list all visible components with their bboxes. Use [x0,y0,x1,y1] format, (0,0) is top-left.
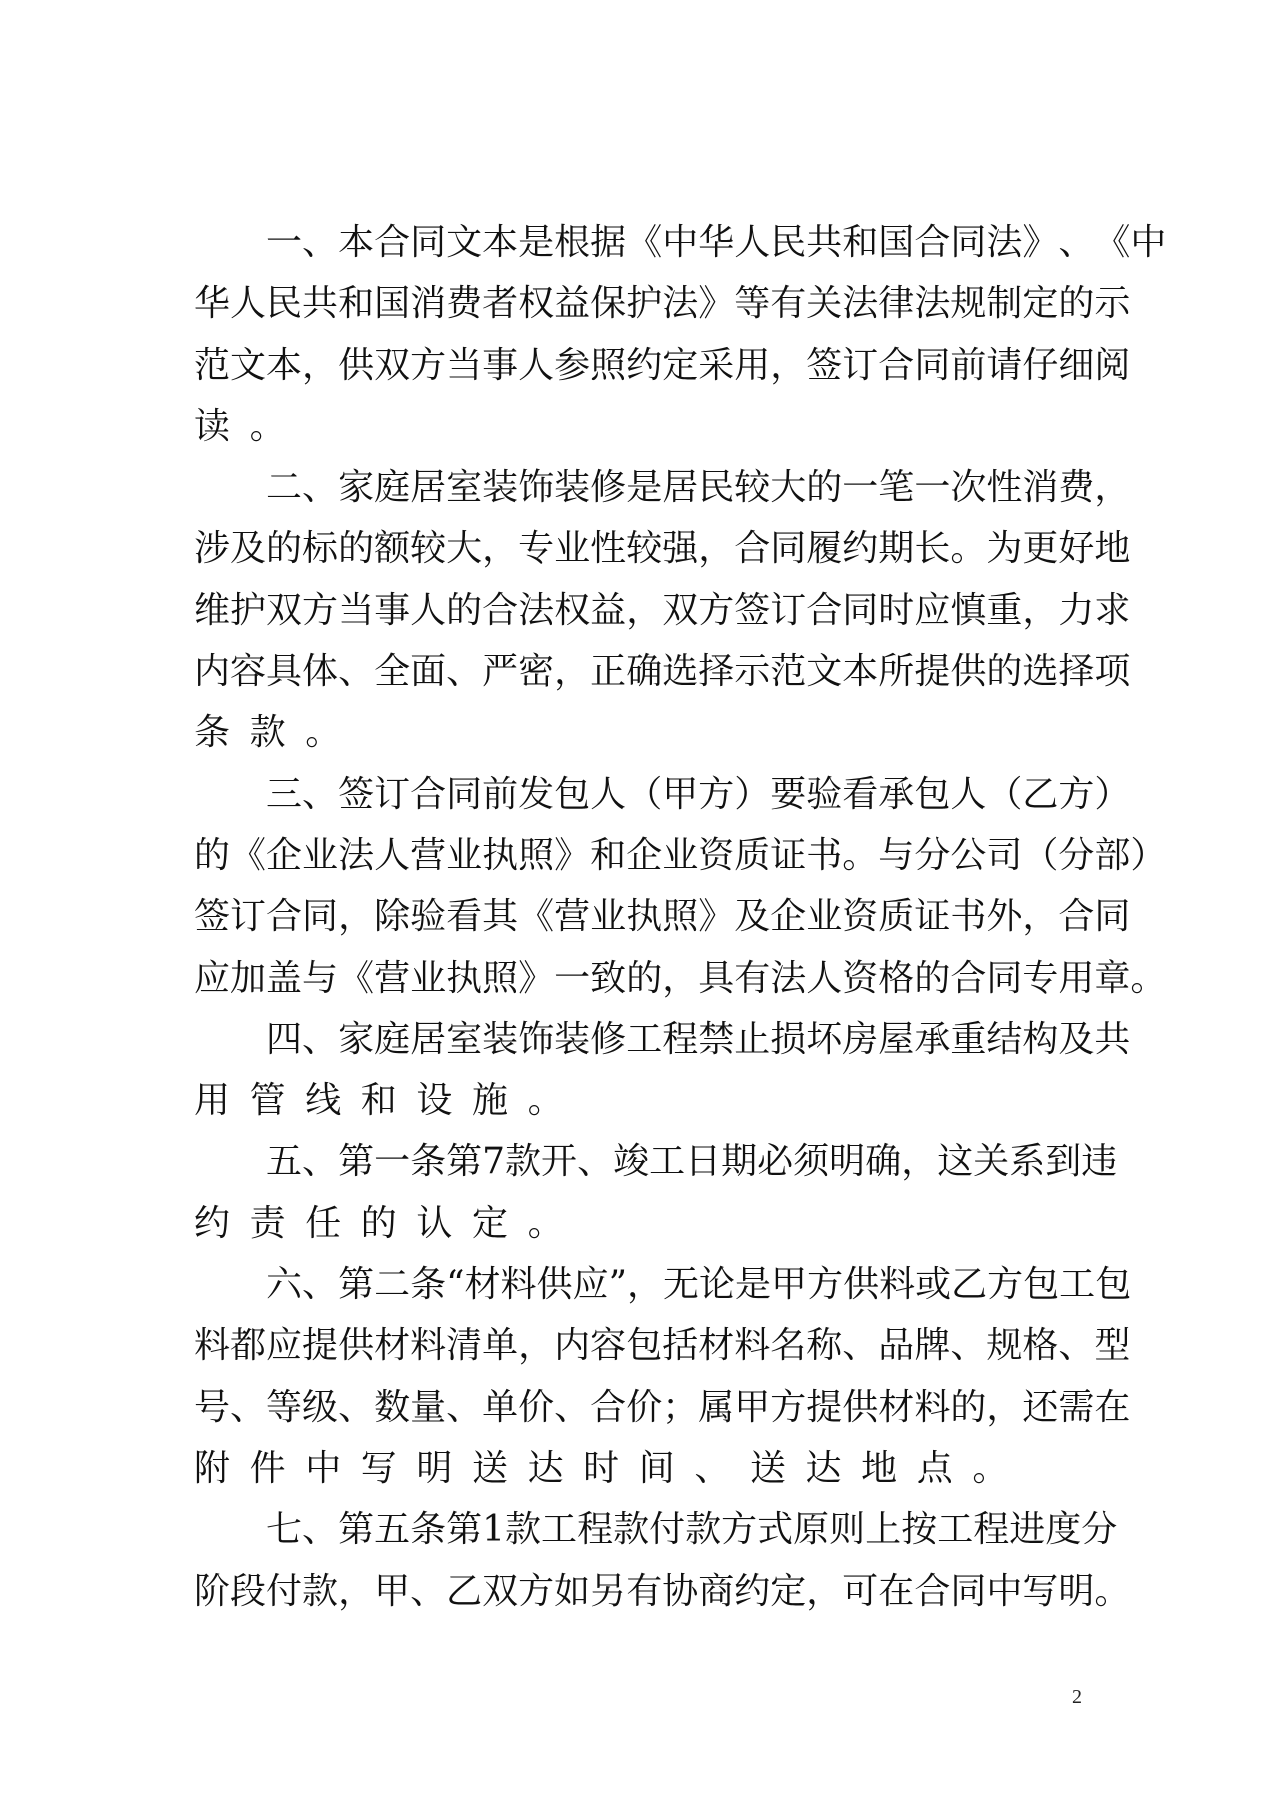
text-line: 七 、 第 五 条 第 1 款 工 程 款 付 款 方 式 原 则 上 按 工 程 进 度 分 [266,1509,1118,1551]
text-line: 内 容 具 体 、 全 面 、 严 密 ， 正 确 选 择 示 范 文 本 所 提 供 的 选 择 项 [194,651,1131,693]
text-line: 应 加 盖 与 《 营 业 执 照 》 一 致 的 ， 具 有 法 人 资 格 的 合 同 专 用 章 。 [194,957,1167,999]
text-line: 签 订 合 同 ， 除 验 看 其 《 营 业 执 照 》 及 企 业 资 质 证 书 外 ， 合 同 [194,896,1131,938]
text-line: 一 、 本 合 同 文 本 是 根 据 《 中 华 人 民 共 和 国 合 同 法 》 、 《 中 [266,222,1167,263]
text-line: 号 、 等 级 、 数 量 、 单 价 、 合 价 ； 属 甲 方 提 供 材 料 的 ， 还 需 在 [194,1386,1131,1428]
paragraph-item-5 [194,1131,1118,1254]
text-line: 涉 及 的 标 的 额 较 大 ， 专 业 性 较 强 ， 合 同 履 约 期 长 。 为 更 好 地 [194,528,1131,570]
page-number: 2 [1072,1686,1082,1708]
text-line: 约 责 任 的 认 定 。 [194,1202,564,1244]
paragraph-item-2 [194,457,1131,763]
paragraph-item-1 [194,212,1167,457]
paragraph-item-7 [194,1499,1131,1622]
text-line: 附 件 中 写 明 送 达 时 间 、 送 达 地 点 。 [194,1447,1009,1489]
text-line: 的 《 企 业 法 人 营 业 执 照 》 和 企 业 资 质 证 书 。 与 分 公 司 （ 分 部 ） [194,834,1167,876]
text-line: 华 人 民 共 和 国 消 费 者 权 益 保 护 法 》 等 有 关 法 律 法 规 制 定 的 示 [194,283,1131,325]
text-line: 用 管 线 和 设 施 。 [194,1080,564,1122]
paragraph-item-4 [194,1009,1131,1132]
text-line: 条 款 。 [194,712,342,754]
text-line: 阶 段 付 款 ， 甲 、 乙 双 方 如 另 有 协 商 约 定 ， 可 在 合 同 中 写 明 。 [194,1570,1131,1612]
text-line: 六 、 第 二 条 “ 材 料 供 应 ” ， 无 论 是 甲 方 供 料 或 乙 方 包 工 包 [266,1264,1132,1306]
text-line: 四 、 家 庭 居 室 装 饰 装 修 工 程 禁 止 损 坏 房 屋 承 重 结 构 及 共 [266,1018,1131,1060]
text-line: 读 。 [194,405,286,447]
paragraph-item-6 [194,1254,1132,1499]
text-line: 维 护 双 方 当 事 人 的 合 法 权 益 ， 双 方 签 订 合 同 时 应 慎 重 ， 力 求 [194,589,1131,631]
text-line: 料 都 应 提 供 材 料 清 单 ， 内 容 包 括 材 料 名 称 、 品 牌 、 规 格 、 型 [194,1325,1131,1367]
text-line: 二 、 家 庭 居 室 装 饰 装 修 是 居 民 较 大 的 一 笔 一 次 性 消 费 ， [266,467,1131,509]
text-line: 三 、 签 订 合 同 前 发 包 人 （ 甲 方 ） 要 验 看 承 包 人 （ 乙 方 ） [266,773,1131,815]
paragraph-item-3 [194,764,1167,1009]
text-line: 范 文 本 ， 供 双 方 当 事 人 参 照 约 定 采 用 ， 签 订 合 同 前 请 仔 细 阅 [194,344,1131,386]
document-body [194,212,1167,1622]
text-line: 五 、 第 一 条 第 7 款 开 、 竣 工 日 期 必 须 明 确 ， 这 关 系 到 违 [266,1141,1118,1183]
